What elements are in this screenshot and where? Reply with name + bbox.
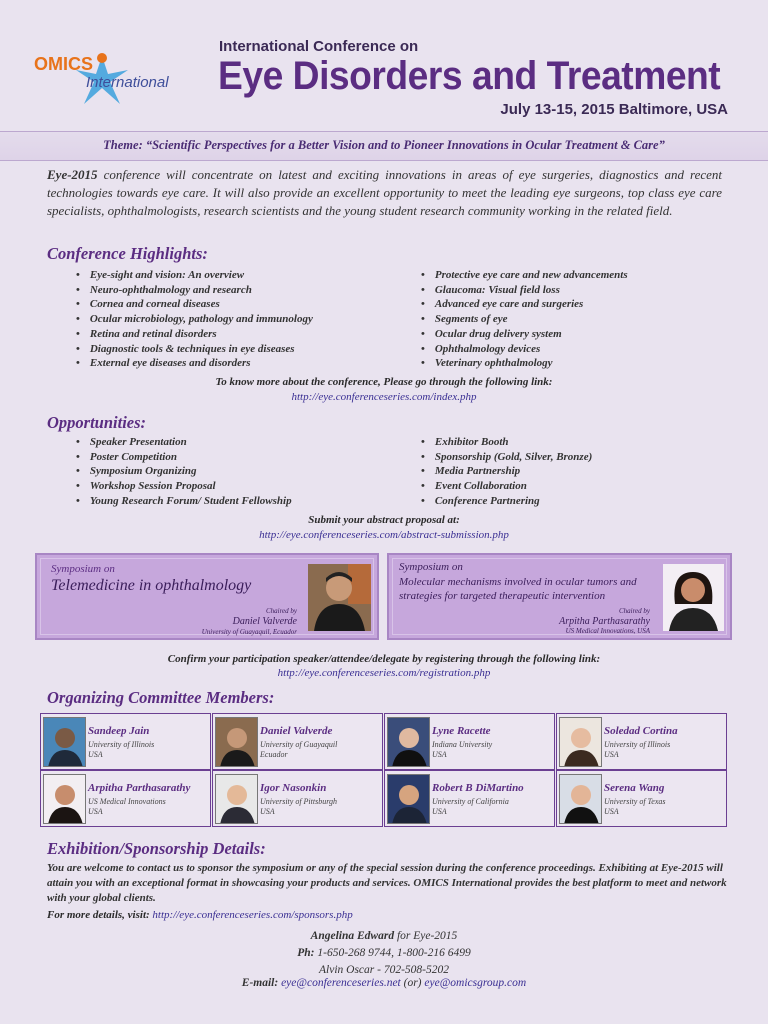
sponsor-more-line <box>47 909 353 921</box>
person-photo-icon <box>560 718 602 767</box>
contact-name-line <box>0 930 768 942</box>
member-photo <box>215 774 258 824</box>
member-photo <box>387 717 430 767</box>
list-item: • Diagnostic tools & techniques in eye diseases <box>76 342 313 357</box>
member-name: Lyne Racette <box>432 725 491 737</box>
member-affiliation <box>604 797 665 817</box>
list-item: • Segments of eye <box>421 312 628 327</box>
member-affiliation <box>604 740 670 760</box>
symposium-2-chaired-by: Chaired by <box>618 607 650 615</box>
committee-member <box>212 770 383 827</box>
member-photo <box>559 717 602 767</box>
registration-link[interactable]: http://eye.conferenceseries.com/registration.php <box>277 667 491 679</box>
opportunities-list-left <box>76 435 292 509</box>
member-name: Sandeep Jain <box>88 725 150 737</box>
list-item: • Eye-sight and vision: An overview <box>76 268 313 283</box>
intro-body: conference will concentrate on latest and exciting innovations in areas of eye surgeries, diagnostics and recent technologies towards eye care. It will also provide an excellent opportunity to meet the leading eye surgeons, top class eye care specialists, ophthalmologists, research scientists and the young student research community working in the related field. <box>47 167 722 218</box>
member-affiliation <box>260 797 337 817</box>
person-photo-icon <box>44 718 86 767</box>
submit-abstract-text: Submit your abstract proposal at: <box>308 514 460 526</box>
committee-member <box>212 713 383 770</box>
person-photo-icon <box>216 718 258 767</box>
member-country: USA <box>260 807 275 816</box>
sponsorship-heading: Exhibition/Sponsorship Details: <box>47 839 266 858</box>
member-org: University of Pittsburgh <box>260 797 338 806</box>
member-photo <box>559 774 602 824</box>
list-item: • Speaker Presentation <box>76 435 292 450</box>
member-affiliation <box>260 740 337 760</box>
list-item: • Exhibitor Booth <box>421 435 592 450</box>
committee-member <box>556 770 727 827</box>
member-photo <box>215 717 258 767</box>
member-affiliation <box>432 797 509 817</box>
contact-phone-label: Ph: <box>297 947 315 959</box>
member-name: Arpitha Parthasarathy <box>88 782 191 794</box>
contact-email-line <box>0 977 768 989</box>
member-photo <box>43 717 86 767</box>
conference-title: Eye Disorders and Treatment <box>218 54 721 98</box>
list-item: • Young Research Forum/ Student Fellowship <box>76 494 292 509</box>
member-org: University of Texas <box>604 797 666 806</box>
committee-member <box>40 770 211 827</box>
symposium-1-title: Telemedicine in ophthalmology <box>51 577 252 594</box>
sponsorship-text: You are welcome to contact us to sponsor the symposium or any of the special session during the conference proceedings. Exhibiting at Eye-2015 will attain you with an exceptional format in showcasing your products and services. OMICS International provides the best platform to meet and network with your global clients. <box>47 862 727 904</box>
more-info-text: To know more about the conference, Please go through the following link: <box>215 376 553 388</box>
list-item: • Ocular drug delivery system <box>421 327 628 342</box>
highlights-list-left <box>76 268 313 371</box>
highlights-list-right <box>421 268 628 371</box>
contact-email-1[interactable]: eye@conferenceseries.net <box>281 977 401 989</box>
conference-subtitle: International Conference on <box>219 38 419 55</box>
committee-heading: Organizing Committee Members: <box>47 688 275 707</box>
omics-logo <box>34 52 214 112</box>
member-org: University of Illinois <box>604 740 671 749</box>
conference-date-location: July 13-15, 2015 Baltimore, USA <box>500 101 728 118</box>
list-item: • Workshop Session Proposal <box>76 479 292 494</box>
list-item: • Sponsorship (Gold, Silver, Bronze) <box>421 450 592 465</box>
member-org: University of California <box>432 797 509 806</box>
highlights-heading: Conference Highlights: <box>47 244 208 263</box>
contact-email-label: E-mail: <box>241 977 279 989</box>
member-name: Igor Nasonkin <box>260 782 327 794</box>
registration-text: Confirm your participation speaker/attendee/delegate by registering through the following link: <box>167 653 601 665</box>
member-org: University of Guayaquil <box>260 740 338 749</box>
symposium-1-chair-photo <box>308 564 371 631</box>
symposium-2-chair: Arpitha Parthasarathy <box>559 616 650 627</box>
committee-member <box>556 713 727 770</box>
person-photo-icon <box>388 718 430 767</box>
logo-international-text: International <box>86 74 169 91</box>
committee-member <box>384 713 555 770</box>
sponsors-link[interactable]: http://eye.conferenceseries.com/sponsors.php <box>152 909 353 921</box>
member-name: Robert B DiMartino <box>432 782 524 794</box>
member-country: USA <box>88 807 103 816</box>
contact-phone: 1-650-268 9744, 1-800-216 6499 <box>314 947 471 959</box>
list-item: • Ophthalmology devices <box>421 342 628 357</box>
theme-text: Theme: “Scientific Perspectives for a Better Vision and to Pioneer Innovations in Ocular Treatment & Care” <box>103 138 665 152</box>
list-item: • Poster Competition <box>76 450 292 465</box>
member-affiliation <box>88 797 166 817</box>
contact-email-or: (or) <box>400 977 425 989</box>
member-name: Soledad Cortina <box>604 725 678 737</box>
committee-member <box>40 713 211 770</box>
person-photo-icon <box>44 775 86 824</box>
contact-alt-line: Alvin Oscar - 702-508-5202 <box>319 964 449 976</box>
list-item: • Glaucoma: Visual field loss <box>421 283 628 298</box>
abstract-submission-link[interactable]: http://eye.conferenceseries.com/abstract-submission.php <box>259 529 509 541</box>
symposium-2-affiliation: US Medical Innovations, USA <box>565 627 650 635</box>
committee-grid <box>40 713 730 828</box>
person-photo-icon <box>663 564 724 631</box>
symposium-1-chair: Daniel Valverde <box>232 616 297 627</box>
symposium-1-label: Symposium on <box>51 563 115 575</box>
symposium-2-chair-photo <box>663 564 724 631</box>
member-country: USA <box>432 807 447 816</box>
member-name: Serena Wang <box>604 782 665 794</box>
symposium-2-label: Symposium on <box>399 561 463 573</box>
contact-email-2[interactable]: eye@omicsgroup.com <box>424 977 527 989</box>
person-photo-icon <box>560 775 602 824</box>
symposium-2-title: Molecular mechanisms involved in ocular tumors and strategies for targeted therapeutic intervention <box>399 576 637 602</box>
list-item: • Neuro-ophthalmology and research <box>76 283 313 298</box>
list-item: • Media Partnership <box>421 464 592 479</box>
symposium-card-1 <box>35 553 379 640</box>
contact-phone-line <box>0 947 768 959</box>
committee-member <box>384 770 555 827</box>
conference-index-link[interactable]: http://eye.conferenceseries.com/index.php <box>291 391 477 403</box>
member-country: USA <box>432 750 447 759</box>
list-item: • Ocular microbiology, pathology and immunology <box>76 312 313 327</box>
member-country: Ecuador <box>260 750 288 759</box>
member-org: US Medical Innovations <box>88 797 166 806</box>
member-org: University of Illinois <box>88 740 155 749</box>
person-photo-icon <box>388 775 430 824</box>
symposium-1-chaired-by: Chaired by <box>265 607 297 615</box>
opportunities-heading: Opportunities: <box>47 413 147 432</box>
list-item: • Cornea and corneal diseases <box>76 297 313 312</box>
list-item: • Conference Partnering <box>421 494 592 509</box>
symposium-1-affiliation: University of Guayaquil, Ecuador <box>201 628 297 636</box>
list-item: • Protective eye care and new advancements <box>421 268 628 283</box>
member-country: USA <box>88 750 103 759</box>
contact-name: Angelina Edward <box>310 930 395 942</box>
member-photo <box>43 774 86 824</box>
member-photo <box>387 774 430 824</box>
symposium-card-2 <box>387 553 732 640</box>
person-photo-icon <box>308 564 371 631</box>
sponsor-more-label: For more details, visit: <box>47 909 150 921</box>
list-item: • External eye diseases and disorders <box>76 356 313 371</box>
member-country: USA <box>604 807 619 816</box>
person-photo-icon <box>216 775 258 824</box>
list-item: • Advanced eye care and surgeries <box>421 297 628 312</box>
opportunities-list-right <box>421 435 592 509</box>
list-item: • Veterinary ophthalmology <box>421 356 628 371</box>
member-name: Daniel Valverde <box>260 725 333 737</box>
intro-paragraph <box>47 166 722 220</box>
logo-omics-text: OMICS <box>34 54 94 74</box>
member-affiliation <box>88 740 154 760</box>
contact-name-suffix: for Eye-2015 <box>394 930 458 942</box>
member-org: Indiana University <box>432 740 493 749</box>
list-item: • Symposium Organizing <box>76 464 292 479</box>
list-item: • Retina and retinal disorders <box>76 327 313 342</box>
intro-lead: Eye-2015 <box>47 167 98 182</box>
list-item: • Event Collaboration <box>421 479 592 494</box>
member-country: USA <box>604 750 619 759</box>
member-affiliation <box>432 740 492 760</box>
